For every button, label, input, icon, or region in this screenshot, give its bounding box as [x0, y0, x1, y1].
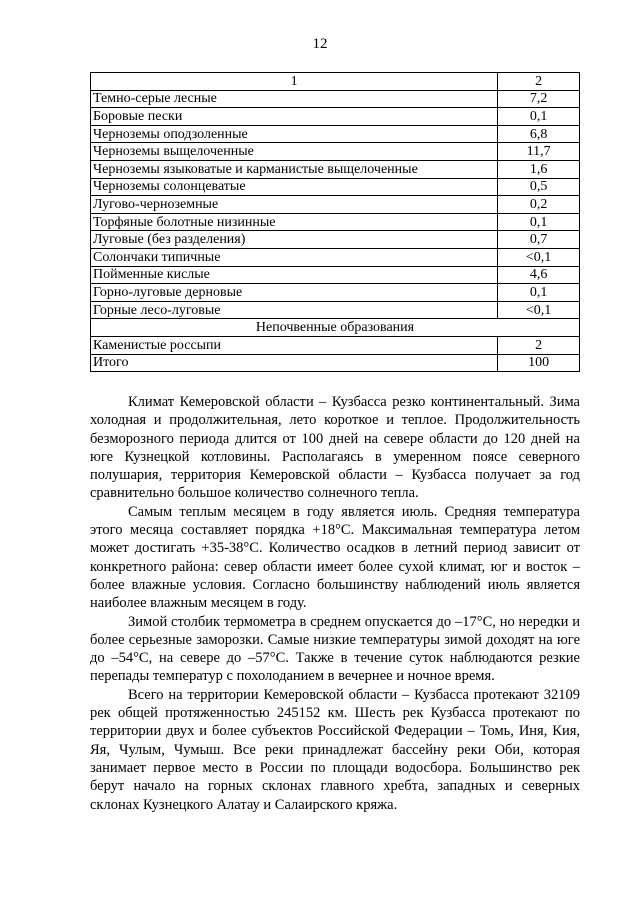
row-name-cell: Пойменные кислые [91, 266, 498, 284]
header-cell-value: 2 [498, 73, 580, 91]
section-title-cell: Непочвенные образования [91, 319, 580, 337]
paragraph-winter: Зимой столбик термометра в среднем опускается до –17°С, но нередки и более серьезные заморозки. Самые низкие температуры зимой доходят на юге до –54°С, на севере до –57°С. Также в течение суток наблюдаются резкие перепады температур с похолоданием в вечернее и ночное время. [90, 613, 580, 685]
table-row [91, 301, 580, 319]
row-name-cell: Черноземы оподзоленные [91, 125, 498, 143]
row-name-cell: Лугово-черноземные [91, 196, 498, 214]
row-value-cell: <0,1 [498, 248, 580, 266]
row-value-cell: 7,2 [498, 90, 580, 108]
row-value-cell: <0,1 [498, 301, 580, 319]
row-value-cell: 11,7 [498, 143, 580, 161]
row-name-cell: Горные лесо-луговые [91, 301, 498, 319]
table-row [91, 231, 580, 249]
row-name-cell: Черноземы солонцеватые [91, 178, 498, 196]
row-name-cell: Черноземы выщелоченные [91, 143, 498, 161]
table-row [91, 213, 580, 231]
page-number: 12 [312, 36, 328, 52]
row-value-cell: 0,5 [498, 178, 580, 196]
row-value-cell: 0,7 [498, 231, 580, 249]
row-value-cell: 0,1 [498, 213, 580, 231]
row-value-cell: 0,1 [498, 284, 580, 302]
table-header-row [91, 73, 580, 91]
paragraph-summer: Самым теплым месяцем в году является июль. Средняя температура этого месяца составляет порядка +18°С. Максимальная температура летом может достигать +35-38°С. Количество осадков в летний период зависит от конкретного района: север области имеет более сухой климат, юг и восток – более влажные условия. Согласно большинству наблюдений июль является наиболее влажным месяцем в году. [90, 503, 580, 612]
soil-distribution-table [90, 72, 580, 372]
row-name-cell: Итого [91, 354, 498, 372]
table-row [91, 248, 580, 266]
row-value-cell: 6,8 [498, 125, 580, 143]
row-name-cell: Солончаки типичные [91, 248, 498, 266]
row-value-cell: 0,1 [498, 108, 580, 126]
row-value-cell: 100 [498, 354, 580, 372]
table-row [91, 108, 580, 126]
row-name-cell: Луговые (без разделения) [91, 231, 498, 249]
row-value-cell: 4,6 [498, 266, 580, 284]
row-name-cell: Черноземы языковатые и карманистые выщелоченные [91, 160, 498, 178]
table-section-row [91, 319, 580, 337]
table-row [91, 284, 580, 302]
table-total-row [91, 354, 580, 372]
table-row [91, 336, 580, 354]
table-row [91, 90, 580, 108]
row-value-cell: 0,2 [498, 196, 580, 214]
table-row [91, 196, 580, 214]
row-name-cell: Темно-серые лесные [91, 90, 498, 108]
row-name-cell: Каменистые россыпи [91, 336, 498, 354]
header-cell-name: 1 [91, 73, 498, 91]
paragraph-climate: Климат Кемеровской области – Кузбасса резко континентальный. Зима холодная и продолжительная, лето короткое и теплое. Продолжительность безморозного периода длится от 100 дней на севере области до 120 дней на юге Кузнецкой котловины. Располагаясь в умеренном поясе северного полушария, территория Кемеровской области – Кузбасса получает за год сравнительно большое количество солнечного тепла. [90, 394, 580, 502]
row-name-cell: Торфяные болотные низинные [91, 213, 498, 231]
row-name-cell: Горно-луговые дерновые [91, 284, 498, 302]
table-row [91, 143, 580, 161]
row-value-cell: 1,6 [498, 160, 580, 178]
table-row [91, 178, 580, 196]
table-row [91, 160, 580, 178]
row-value-cell: 2 [498, 336, 580, 354]
table-body [91, 73, 580, 372]
row-name-cell: Боровые пески [91, 108, 498, 126]
table-row [91, 266, 580, 284]
paragraph-rivers: Всего на территории Кемеровской области – Кузбасса протекают 32109 рек общей протяженностью 245152 км. Шесть рек Кузбасса протекают по территории двух и более субъектов Российской Федерации – Томь, Иня, Кия, Яя, Чулым, Чумыш. Все реки принадлежат бассейну реки Оби, которая занимает первое место в России по площади водосбора. Большинство рек берут начало на горных склонах главного хребта, западных и северных склонах Кузнецкого Алатау и Салаирского кряжа. [90, 686, 580, 813]
body-text [90, 393, 580, 814]
table-row [91, 125, 580, 143]
